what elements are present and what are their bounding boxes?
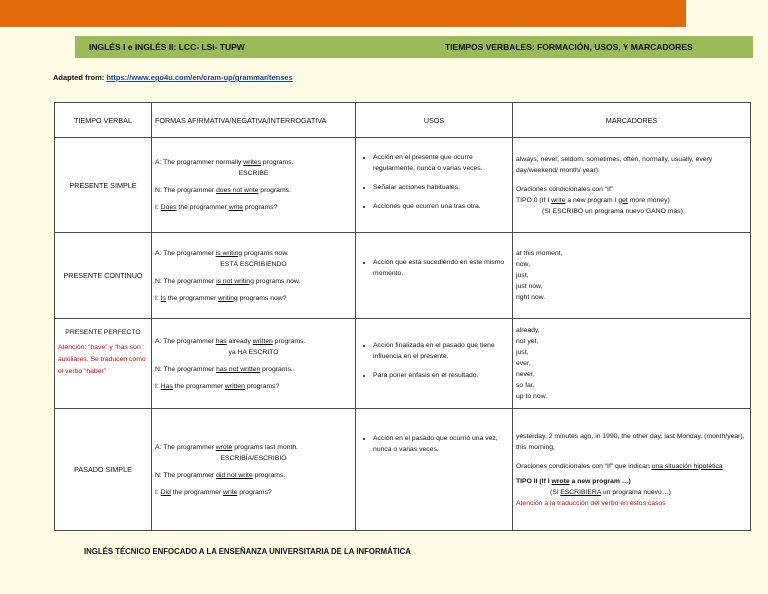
tense-name: PASADO SIMPLE <box>55 409 152 531</box>
uses-cell <box>356 409 513 531</box>
table-row <box>55 233 751 319</box>
markers-cell: always, never, seldom, sometimes, often, normally, usually, every day/weekend/ month/ year). Oraciones condicionales con “If” TIPO 0 (If I write a new program I get more money) (SI ESCRIBO un programa nuevo GANO más) <box>513 138 751 233</box>
tense-cell <box>55 319 152 409</box>
tenses-table <box>54 102 751 531</box>
negative-form: N: The programmer has not written programs. <box>155 365 293 373</box>
use-item: • Para poner énfasis en el resultado. <box>373 370 509 381</box>
interrogative-form: I: Did the programmer write programs? <box>155 488 272 496</box>
interrogative-form: I: Does the programmer write programs? <box>155 204 278 211</box>
use-item: • Acción finalizada en el pasado que tiene influencia en el presente. <box>373 340 509 362</box>
tense-name: PRESENTE CONTINUO <box>55 233 152 319</box>
affirmative-form: A: The programmer has already written programs. ya HA ESCRITO <box>155 337 306 356</box>
interrogative-form: I: Has the programmer written programs? <box>155 382 280 390</box>
uses-cell <box>356 233 513 319</box>
affirmative-form: A: The programmer normally writes programs. ESCRIBE <box>155 159 294 177</box>
forms-cell <box>152 319 356 409</box>
footer-caption: INGLÉS TÉCNICO ENFOCADO A LA ENSEÑANZA UNIVERSITARIA DE LA INFORMÁTICA <box>84 547 411 556</box>
affirmative-form: A: The programmer is writing programs now. ESTÁ ESCRIBIENDO <box>155 249 289 268</box>
table-row <box>55 319 751 409</box>
uses-cell <box>356 319 513 409</box>
source-link[interactable]: https://www.ego4u.com/en/cram-up/grammar/tenses <box>106 73 293 82</box>
auxiliary-warning: Atención: “have” y “has son auxiliares. Se traducen como el verbo “haber” <box>58 344 146 375</box>
forms-cell <box>152 233 356 319</box>
header-band <box>75 36 753 58</box>
use-item: • Acción que está sucediendo en este mismo momento. <box>373 257 509 279</box>
use-item: • Acciones que ocurren una tras otra. <box>373 201 509 212</box>
header-forms: FORMAS AFIRMATIVA/NEGATIVA/INTERROGATIVA <box>152 103 356 138</box>
table-header-row <box>55 103 751 138</box>
tense-name: PRESENTE SIMPLE <box>55 138 152 233</box>
negative-form: N: The programmer did not write programs. <box>155 471 286 479</box>
translation-warning: Atención a la traducción del verbo en estos casos <box>516 499 666 507</box>
course-title: INGLÉS I e INGLÉS II: LCC- LSI- TUPW <box>89 42 245 52</box>
use-item: • Acción en el pasado que ocurrió una vez, nunca o varias veces. <box>373 433 509 455</box>
forms-cell <box>152 138 356 233</box>
header-markers: MARCADORES <box>513 103 751 138</box>
table-row <box>55 409 751 531</box>
tense-name: PRESENTE PERFECTO <box>65 329 141 336</box>
markers-cell: already, not yet, just, ever, never, so far, up to now. <box>513 319 751 409</box>
source-line <box>53 73 293 82</box>
use-item: • Señalar acciones habituales. <box>373 182 509 193</box>
affirmative-form: A: The programmer wrote programs last month. ESCRIBÍA/ESCRIBIÓ <box>155 443 299 462</box>
document-topic: TIEMPOS VERBALES: FORMACIÓN, USOS, Y MARCADORES <box>445 42 693 52</box>
markers-cell: yesterday, 2 minutes ago, in 1990, the other day, last Monday, (month/year), this morning, Oraciones condicionales con “If” que indican una situación hipotética TIPO II (If I wrote a new program …) (Si ESCRIBIERA un programa nuevo…) Atención a la traducción del verbo en estos casos <box>513 409 751 531</box>
markers-cell: at this moment, now, just, just now, right now. <box>513 233 751 319</box>
uses-cell <box>356 138 513 233</box>
source-label: Adapted from: <box>53 73 107 82</box>
header-uses: USOS <box>356 103 513 138</box>
negative-form: N: The programmer is not writing programs now. <box>155 277 301 285</box>
use-item: • Acción en el presente que ocurre regularmente, nunca o varias veces. <box>373 152 509 174</box>
forms-cell <box>152 409 356 531</box>
header-tense: TIEMPO VERBAL <box>55 103 152 138</box>
negative-form: N: The programmer does not write programs. <box>155 187 291 194</box>
table-row <box>55 138 751 233</box>
interrogative-form: I: Is the programmer writing programs now? <box>155 294 287 302</box>
top-color-band <box>0 0 686 27</box>
